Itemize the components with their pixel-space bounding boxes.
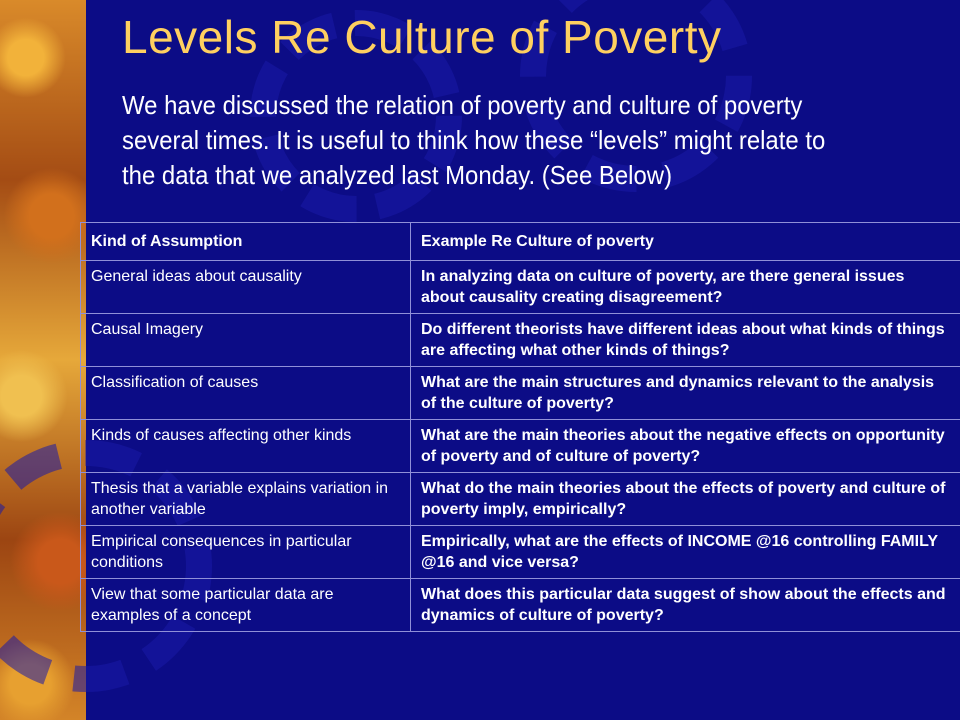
table-cell-kind: Empirical consequences in particular conditions: [81, 526, 411, 579]
table-row: [81, 420, 960, 473]
table-row: [81, 579, 960, 632]
table-cell-kind: Kinds of causes affecting other kinds: [81, 420, 411, 473]
header-cell-kind: Kind of Assumption: [81, 223, 411, 261]
table-row: [81, 526, 960, 579]
table-cell-example: What does this particular data suggest of show about the effects and dynamics of culture of poverty?: [411, 579, 960, 632]
table-row: [81, 473, 960, 526]
table-header-row: [81, 223, 960, 261]
slide-title: Levels Re Culture of Poverty: [122, 11, 722, 63]
table-cell-kind: Thesis that a variable explains variation in another variable: [81, 473, 411, 526]
header-cell-example: Example Re Culture of poverty: [411, 223, 960, 261]
table-row: [81, 261, 960, 314]
intro-text: We have discussed the relation of poverty and culture of poverty several times. It is useful to think how these “levels” might relate to the data that we analyzed last Monday. (See Below): [122, 90, 826, 190]
table-cell-kind: View that some particular data are examples of a concept: [81, 579, 411, 632]
table-cell-example: Do different theorists have different ideas about what kinds of things are affecting what other kinds of things?: [411, 314, 960, 367]
table-cell-example: In analyzing data on culture of poverty, are there general issues about causality creating disagreement?: [411, 261, 960, 314]
table-cell-example: What do the main theories about the effects of poverty and culture of poverty imply, empirically?: [411, 473, 960, 526]
table-cell-example: What are the main theories about the negative effects on opportunity of poverty and of culture of poverty?: [411, 420, 960, 473]
table-row: [81, 367, 960, 420]
table-cell-kind: Causal Imagery: [81, 314, 411, 367]
table-row: [81, 314, 960, 367]
table-cell-kind: Classification of causes: [81, 367, 411, 420]
levels-table: [80, 222, 960, 632]
table-cell-example: Empirically, what are the effects of INCOME @16 controlling FAMILY @16 and vice versa?: [411, 526, 960, 579]
table-cell-kind: General ideas about causality: [81, 261, 411, 314]
table-cell-example: What are the main structures and dynamics relevant to the analysis of the culture of poverty?: [411, 367, 960, 420]
